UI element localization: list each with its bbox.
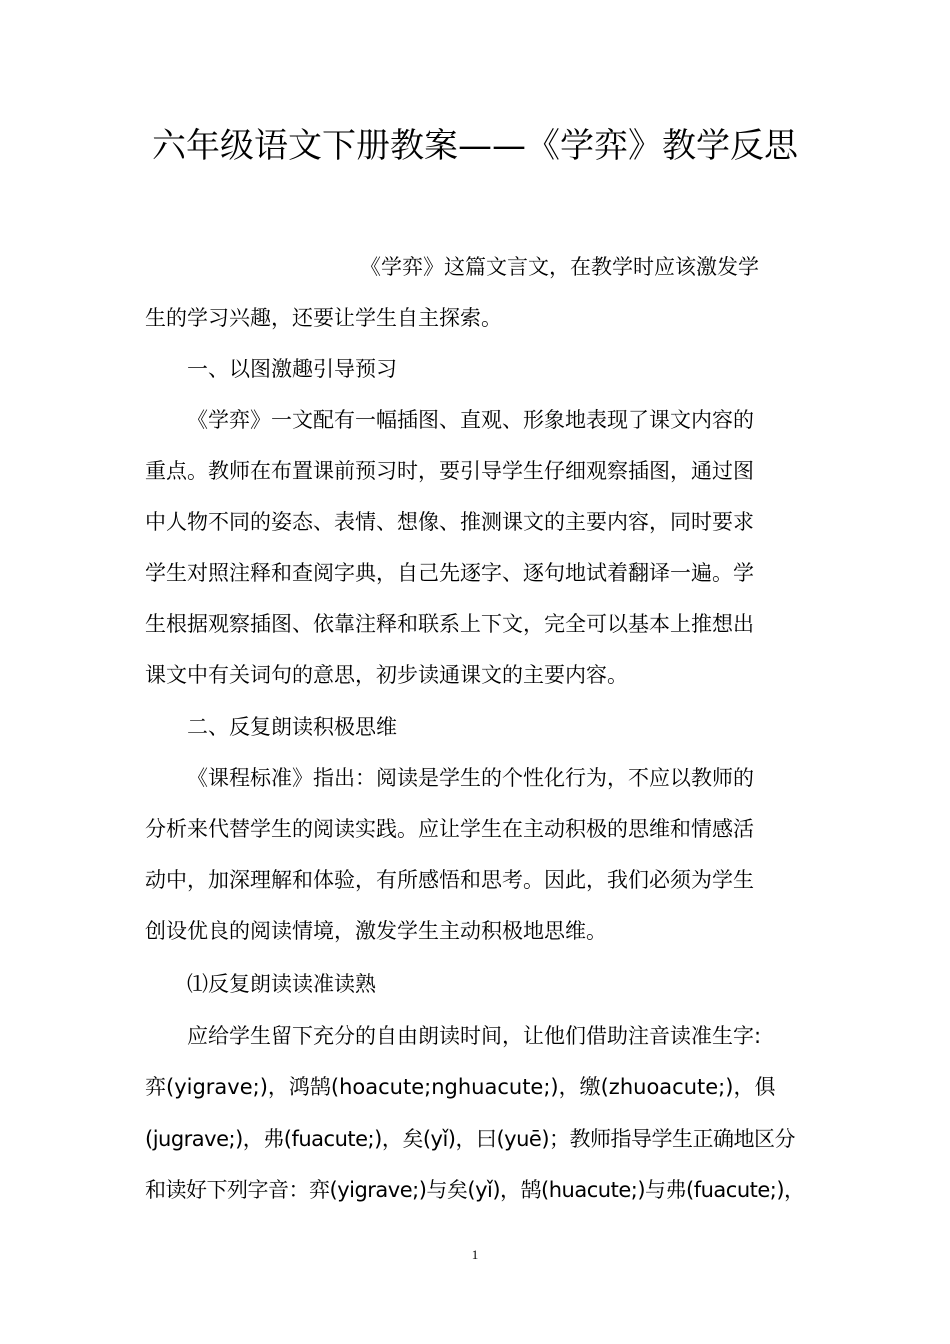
paragraph-line: 生的学习兴趣，还要让学生自主探索。 [145, 306, 502, 330]
paragraph-line: 中人物不同的姿态、表情、想像、推测课文的主要内容，同时要求 [145, 510, 754, 534]
paragraph-line: 学生对照注释和查阅字典，自己先逐字、逐句地试着翻译一遍。学 [145, 561, 754, 585]
paragraph-line: 分析来代替学生的阅读实践。应让学生在主动积极的思维和情感活 [145, 817, 754, 841]
page-title: 六年级语文下册教案——《学弈》教学反思 [152, 126, 798, 166]
paragraph-line: 和读好下列字音：弈(yigrave;)与矣(yǐ)，鹄(huacute;)与弗(fuacute;)， [145, 1178, 805, 1202]
paragraph-line: 《学弈》一文配有一幅插图、直观、形象地表现了课文内容的 [187, 408, 754, 432]
paragraph-line: 《课程标准》指出：阅读是学生的个性化行为，不应以教师的 [187, 766, 754, 790]
paragraph-line: 动中，加深理解和体验，有所感悟和思考。因此，我们必须为学生 [145, 868, 754, 892]
paragraph-line: 弈(yigrave;)，鸿鹄(hoacute;nghuacute;)，缴(zhuoacute;)，俱 [145, 1075, 776, 1099]
subsection-heading: ⑴反复朗读读准读熟 [187, 972, 376, 996]
paragraph-line: (jugrave;)，弗(fuacute;)，矣(yǐ)，曰(yuē)；教师指导学生正确地区分 [145, 1127, 796, 1151]
paragraph-line: 课文中有关词句的意思，初步读通课文的主要内容。 [145, 663, 628, 687]
paragraph-line: 《学弈》这篇文言文，在教学时应该激发学 [360, 255, 759, 279]
paragraph-line: 应给学生留下充分的自由朗读时间，让他们借助注音读准生字: [187, 1024, 762, 1048]
page-number: 1 [471, 1247, 479, 1262]
section-heading: 一、以图激趣引导预习 [187, 357, 397, 381]
paragraph-line: 创设优良的阅读情境，激发学生主动积极地思维。 [145, 919, 607, 943]
paragraph-line: 生根据观察插图、依靠注释和联系上下文，完全可以基本上推想出 [145, 612, 754, 636]
paragraph-line: 重点。教师在布置课前预习时，要引导学生仔细观察插图，通过图 [145, 459, 754, 483]
section-heading: 二、反复朗读积极思维 [187, 715, 397, 739]
